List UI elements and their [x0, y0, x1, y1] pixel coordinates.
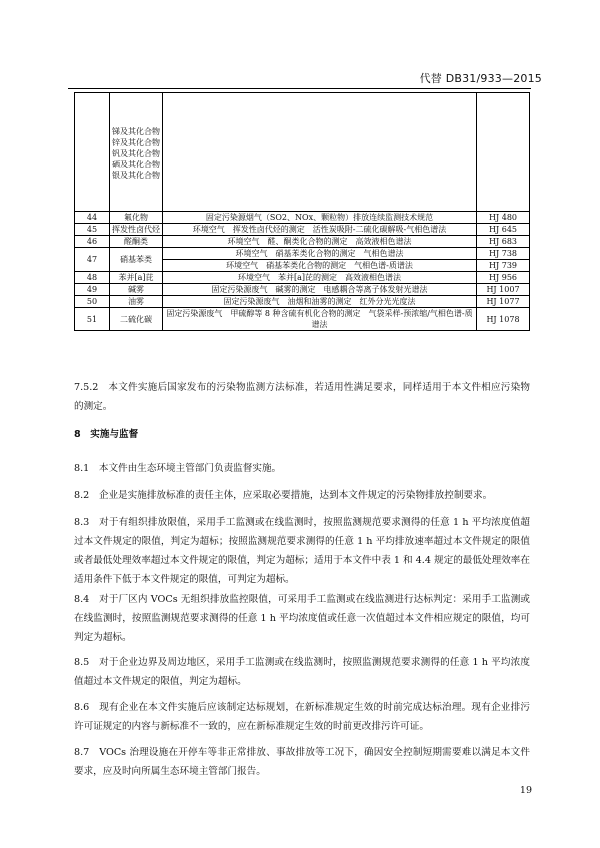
clause-8-5: 8.5 对于企业边界及周边地区，采用手工监测或在线监测时，按照监测规范要求测得的任意 1 h 平均浓度值超过本文件规定的限值，判定为超标。 — [74, 657, 530, 687]
row-number-cell: 48 — [75, 272, 110, 284]
document-code: 代替 DB31/933—2015 — [419, 72, 542, 85]
table-row — [75, 212, 530, 224]
method-cell: 固定污染源废气 碱雾的测定 电感耦合等离子体发射光谱法 — [163, 284, 477, 296]
metal-compound-name: 银及其化合物 — [112, 170, 160, 180]
row-number-cell: 50 — [75, 296, 110, 308]
standard-code-cell: HJ 645 — [477, 224, 530, 236]
table-row — [75, 272, 530, 284]
table-row — [75, 296, 530, 308]
table-row — [75, 93, 530, 212]
standard-code-cell: HJ 1077 — [477, 296, 530, 308]
pollutant-name-cell: 碱雾 — [110, 284, 163, 296]
method-cell: 环境空气 苯并[a]芘的测定 高效液相色谱法 — [163, 272, 477, 284]
standard-code-cell: HJ 1007 — [477, 284, 530, 296]
table-row — [75, 248, 530, 260]
pollutant-name-cell: 醛酮类 — [110, 236, 163, 248]
row-number-cell — [75, 93, 110, 212]
clause-7-5-2: 7.5.2 本文件实施后国家发布的污染物监测方法标准，若适用性满足要求，同样适用于本文件相应污染物的测定。 — [74, 382, 530, 412]
row-number-cell: 51 — [75, 308, 110, 331]
pollutant-name-cell — [110, 93, 163, 212]
row-number-cell: 45 — [75, 224, 110, 236]
monitoring-methods-table — [74, 92, 530, 331]
pollutant-name-cell: 氟化物 — [110, 212, 163, 224]
metal-compound-name: 锌及其化合物 — [112, 137, 160, 147]
metal-compound-list — [112, 124, 160, 181]
pollutant-name-cell: 油雾 — [110, 296, 163, 308]
table-row — [75, 284, 530, 296]
pollutant-name-cell: 二硫化碳 — [110, 308, 163, 331]
pollutant-name-cell: 苯并[a]芘 — [110, 272, 163, 284]
clause-8-7: 8.7 VOCs 治理设施在开停车等非正常排放、事故排放等工况下，确因安全控制短期需要难以满足本文件要求，应及时向所属生态环境主管部门报告。 — [74, 747, 530, 777]
clause-8-4: 8.4 对于厂区内 VOCs 无组织排放监控限值，可采用手工监测或在线监测进行达标判定：采用手工监测或在线监测时，按照监测规范要求测得的任意 1 h 平均浓度值或任意一次值超过本文件相应规定的限值，均可判定为超标。 — [74, 594, 530, 643]
clause-8-1: 8.1 本文件由生态环境主管部门负责监督实施。 — [74, 463, 282, 474]
method-cell: 固定污染源烟气（SO2、NOx、颗粒物）排放连续监测技术规范 — [163, 212, 477, 224]
method-cell — [163, 93, 477, 212]
row-number-cell: 46 — [75, 236, 110, 248]
pollutant-name-cell: 挥发性卤代烃 — [110, 224, 163, 236]
row-number-cell: 47 — [75, 248, 110, 272]
method-cell: 环境空气 硝基苯类化合物的测定 气相色谱法 — [163, 248, 477, 260]
header-divider — [68, 88, 531, 89]
standard-code-cell: HJ 1078 — [477, 308, 530, 331]
standard-code-cell: HJ 683 — [477, 236, 530, 248]
clause-8-3: 8.3 对于有组织排放限值，采用手工监测或在线监测时，按照监测规范要求测得的任意 1 h 平均浓度值超过本文件规定的限值，判定为超标；按照监测规范要求测得的任意 1 h 平均排放速率超过本文件规定的限值或者最低处理效率超过本文件规定的限值，判定为超标；适用于本文件中表 1 和 4.4 规定的最低处理效率在适用条件下低于本文件规定的限值，可判定为超标。 — [74, 517, 530, 585]
method-cell: 固定污染源废气 油烟和油雾的测定 红外分光光度法 — [163, 296, 477, 308]
page-number: 19 — [519, 785, 532, 796]
metal-compound-name: 锑及其化合物 — [112, 126, 160, 136]
table-row — [75, 308, 530, 331]
standard-code-cell — [477, 93, 530, 212]
standard-code-cell: HJ 739 — [477, 260, 530, 272]
table-row — [75, 236, 530, 248]
method-cell: 环境空气 硝基苯类化合物的测定 气相色谱-质谱法 — [163, 260, 477, 272]
clause-8-2: 8.2 企业是实施排放标准的责任主体，应采取必要措施，达到本文件规定的污染物排放控制要求。 — [74, 490, 493, 501]
table-row — [75, 224, 530, 236]
standard-code-cell: HJ 738 — [477, 248, 530, 260]
standard-code-cell: HJ 480 — [477, 212, 530, 224]
method-cell: 固定污染源废气 甲硫醇等 8 种含硫有机化合物的测定 气袋采样-预浓缩/气相色谱-质谱法 — [163, 308, 477, 331]
row-number-cell: 49 — [75, 284, 110, 296]
method-cell: 环境空气 挥发性卤代烃的测定 活性炭吸附-二硫化碳解吸-气相色谱法 — [163, 224, 477, 236]
metal-compound-name: 钒及其化合物 — [112, 148, 160, 158]
metal-compound-name: 硒及其化合物 — [112, 159, 160, 169]
row-number-cell: 44 — [75, 212, 110, 224]
standard-code-cell: HJ 956 — [477, 272, 530, 284]
method-cell: 环境空气 醛、酮类化合物的测定 高效液相色谱法 — [163, 236, 477, 248]
clause-8-6: 8.6 现有企业在本文件实施后应该制定达标规划，在新标准规定生效的时前完成达标治理。现有企业排污许可证规定的内容与新标准不一致的，应在新标准规定生效的时前更改排污许可证。 — [74, 702, 530, 732]
section-8-heading: 8 实施与监督 — [74, 429, 139, 440]
pollutant-name-cell: 硝基苯类 — [110, 248, 163, 272]
